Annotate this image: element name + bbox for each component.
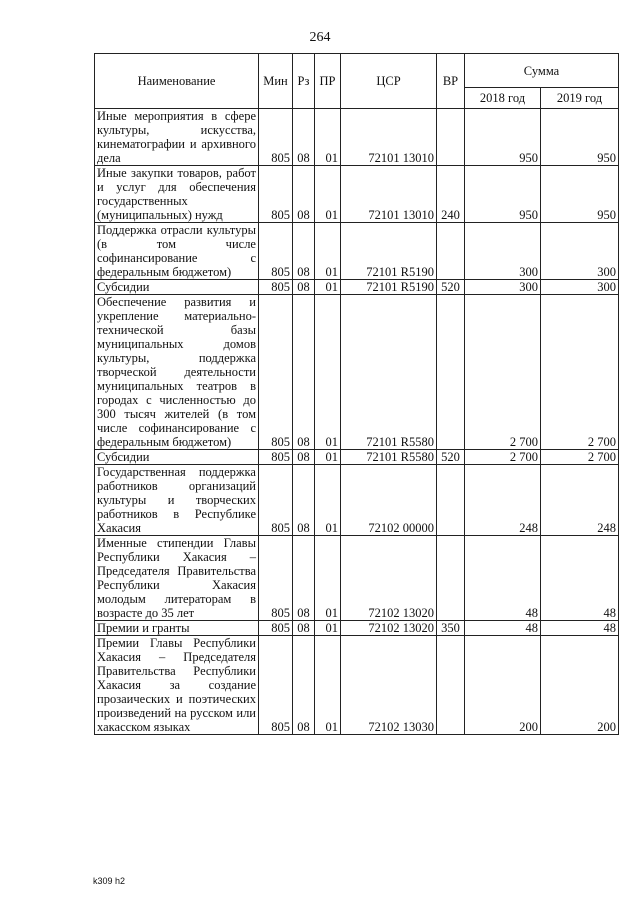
- table-row: [95, 636, 619, 735]
- row-rz: 08: [293, 223, 315, 280]
- table-row: [95, 223, 619, 280]
- row-name: Субсидии: [95, 280, 259, 295]
- row-min: 805: [259, 109, 293, 166]
- table-row: [95, 450, 619, 465]
- row-csr: 72101 R5190: [341, 223, 437, 280]
- row-pr: 01: [315, 280, 341, 295]
- row-pr: 01: [315, 536, 341, 621]
- table-row: [95, 280, 619, 295]
- row-vr: 520: [437, 450, 465, 465]
- row-min: 805: [259, 223, 293, 280]
- row-name: Государственная поддержка работников организаций культуры и творческих работников в Республике Хакасия: [95, 465, 259, 536]
- row-rz: 08: [293, 621, 315, 636]
- header-rz: Рз: [293, 54, 315, 109]
- row-rz: 08: [293, 465, 315, 536]
- row-rz: 08: [293, 295, 315, 450]
- row-2018: 248: [465, 465, 541, 536]
- row-vr: 520: [437, 280, 465, 295]
- row-2018: 300: [465, 223, 541, 280]
- row-csr: 72101 R5190: [341, 280, 437, 295]
- row-name: Иные мероприятия в сфере культуры, искусства, кинематографии и архивного дела: [95, 109, 259, 166]
- row-2018: 2 700: [465, 295, 541, 450]
- row-2019: 248: [541, 465, 619, 536]
- row-vr: [437, 636, 465, 735]
- row-csr: 72102 13020: [341, 536, 437, 621]
- header-min: Мин: [259, 54, 293, 109]
- row-min: 805: [259, 465, 293, 536]
- row-rz: 08: [293, 450, 315, 465]
- row-2018: 2 700: [465, 450, 541, 465]
- header-vr: ВР: [437, 54, 465, 109]
- header-sum: Сумма: [465, 54, 619, 88]
- row-name: Иные закупки товаров, работ и услуг для обеспечения государственных (муниципальных) нужд: [95, 166, 259, 223]
- header-year-2019: 2019 год: [541, 88, 619, 109]
- row-2019: 2 700: [541, 450, 619, 465]
- row-name: Премии и гранты: [95, 621, 259, 636]
- table-row: [95, 621, 619, 636]
- row-min: 805: [259, 280, 293, 295]
- row-vr: [437, 223, 465, 280]
- row-min: 805: [259, 295, 293, 450]
- row-pr: 01: [315, 636, 341, 735]
- row-min: 805: [259, 621, 293, 636]
- page-number: 264: [309, 30, 331, 45]
- row-pr: 01: [315, 109, 341, 166]
- row-2019: 2 700: [541, 295, 619, 450]
- header-pr: ПР: [315, 54, 341, 109]
- table-row: [95, 536, 619, 621]
- row-min: 805: [259, 536, 293, 621]
- row-rz: 08: [293, 280, 315, 295]
- row-2019: 300: [541, 280, 619, 295]
- row-vr: 240: [437, 166, 465, 223]
- row-2019: 950: [541, 109, 619, 166]
- row-pr: 01: [315, 223, 341, 280]
- budget-table: [94, 53, 619, 735]
- row-min: 805: [259, 166, 293, 223]
- row-2019: 48: [541, 621, 619, 636]
- footer-code: k309 h2: [93, 876, 126, 886]
- table-row: [95, 295, 619, 450]
- row-2018: 48: [465, 536, 541, 621]
- row-pr: 01: [315, 450, 341, 465]
- header-csr: ЦСР: [341, 54, 437, 109]
- row-csr: 72101 R5580: [341, 295, 437, 450]
- row-pr: 01: [315, 465, 341, 536]
- row-2019: 48: [541, 536, 619, 621]
- row-name: Поддержка отрасли культуры (в том числе софинансирование с федеральным бюджетом): [95, 223, 259, 280]
- row-2019: 950: [541, 166, 619, 223]
- row-2018: 950: [465, 166, 541, 223]
- row-rz: 08: [293, 166, 315, 223]
- row-name: Премии Главы Республики Хакасия – Председателя Правительства Республики Хакасия за создание прозаических и поэтических произведений на русском или хакасском языках: [95, 636, 259, 735]
- row-2019: 300: [541, 223, 619, 280]
- row-rz: 08: [293, 109, 315, 166]
- row-csr: 72102 00000: [341, 465, 437, 536]
- row-2018: 200: [465, 636, 541, 735]
- row-name: Именные стипендии Главы Республики Хакасия – Председателя Правительства Республики Хакасия молодым литераторам в возрасте до 35 лет: [95, 536, 259, 621]
- row-pr: 01: [315, 621, 341, 636]
- row-vr: [437, 536, 465, 621]
- header-name: Наименование: [95, 54, 259, 109]
- row-csr: 72101 R5580: [341, 450, 437, 465]
- row-name: Субсидии: [95, 450, 259, 465]
- table-row: [95, 465, 619, 536]
- row-2018: 950: [465, 109, 541, 166]
- row-vr: 350: [437, 621, 465, 636]
- row-csr: 72101 13010: [341, 166, 437, 223]
- row-vr: [437, 465, 465, 536]
- row-2018: 300: [465, 280, 541, 295]
- row-pr: 01: [315, 295, 341, 450]
- row-pr: 01: [315, 166, 341, 223]
- row-min: 805: [259, 636, 293, 735]
- row-min: 805: [259, 450, 293, 465]
- row-csr: 72101 13010: [341, 109, 437, 166]
- row-2019: 200: [541, 636, 619, 735]
- table-row: [95, 166, 619, 223]
- header-year-2018: 2018 год: [465, 88, 541, 109]
- row-csr: 72102 13030: [341, 636, 437, 735]
- table-row: [95, 109, 619, 166]
- row-vr: [437, 295, 465, 450]
- row-name: Обеспечение развития и укрепление материально-технической базы муниципальных домов культуры, поддержка творческой деятельности муниципальных театров в городах с численностью до 300 тысяч жителей (в том числе софинансирование с федеральным бюджетом): [95, 295, 259, 450]
- row-csr: 72102 13020: [341, 621, 437, 636]
- row-rz: 08: [293, 636, 315, 735]
- row-rz: 08: [293, 536, 315, 621]
- row-2018: 48: [465, 621, 541, 636]
- row-vr: [437, 109, 465, 166]
